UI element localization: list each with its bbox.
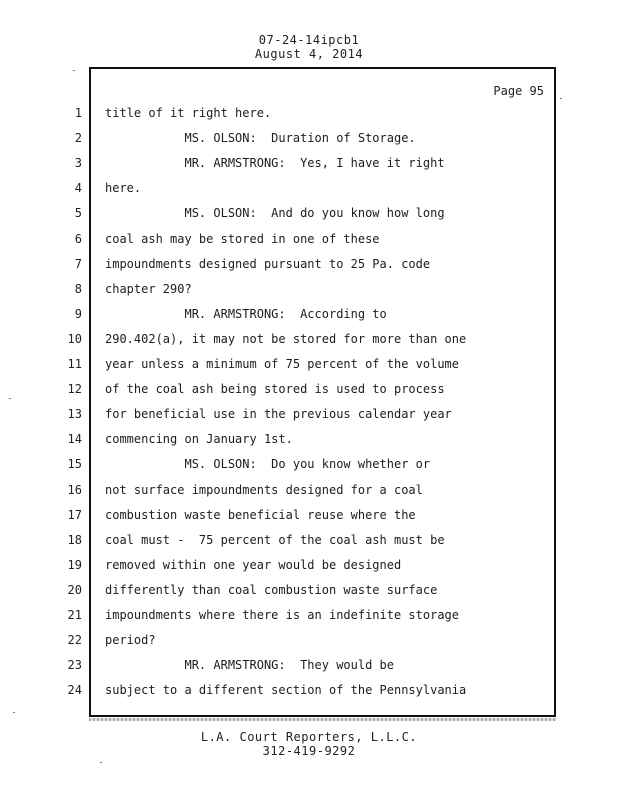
page-number: Page 95 xyxy=(493,84,544,98)
transcript-line: of the coal ash being stored is used to process xyxy=(105,382,445,396)
transcript-line: subject to a different section of the Pennsylvania xyxy=(105,683,467,697)
transcript-line: coal must - 75 percent of the coal ash must be xyxy=(105,533,445,547)
line-number: 2 xyxy=(74,131,82,145)
transcript-line: for beneficial use in the previous calendar year xyxy=(105,407,452,421)
scan-speck xyxy=(560,98,562,99)
line-number: 15 xyxy=(67,457,82,471)
transcript-line: impoundments where there is an indefinite storage xyxy=(105,608,460,622)
scan-speck xyxy=(100,762,102,763)
transcript-line: chapter 290? xyxy=(105,282,192,296)
transcript-line: not surface impoundments designed for a coal xyxy=(105,483,423,497)
transcript-line: commencing on January 1st. xyxy=(105,432,293,446)
line-number: 11 xyxy=(67,357,82,371)
transcript-line: year unless a minimum of 75 percent of the volume xyxy=(105,357,460,371)
transcript-line: title of it right here. xyxy=(105,106,272,120)
scan-speck xyxy=(13,712,15,713)
line-number: 9 xyxy=(74,307,82,321)
line-number: 4 xyxy=(74,181,82,195)
scan-speck xyxy=(9,398,11,399)
transcript-line: coal ash may be stored in one of these xyxy=(105,232,380,246)
line-number: 10 xyxy=(67,332,82,346)
line-number: 17 xyxy=(67,508,82,522)
transcript-line: MS. OLSON: Do you know whether or xyxy=(105,457,431,471)
line-number: 20 xyxy=(67,583,82,597)
line-number: 14 xyxy=(67,432,82,446)
line-number: 12 xyxy=(67,382,82,396)
transcript-line: 290.402(a), it may not be stored for more than one xyxy=(105,332,467,346)
transcript-line: MR. ARMSTRONG: According to xyxy=(105,307,387,321)
transcript-line: MR. ARMSTRONG: Yes, I have it right xyxy=(105,156,445,170)
line-number: 18 xyxy=(67,533,82,547)
reporter-name: L.A. Court Reporters, L.L.C. xyxy=(200,730,418,744)
line-number: 22 xyxy=(67,633,82,647)
transcript-line: differently than coal combustion waste surface xyxy=(105,583,438,597)
transcript-line: MS. OLSON: Duration of Storage. xyxy=(105,131,416,145)
scan-speck xyxy=(73,70,75,71)
line-number: 5 xyxy=(74,206,82,220)
line-number: 16 xyxy=(67,483,82,497)
line-number: 19 xyxy=(67,558,82,572)
transcript-id: 07-24-14ipcb1 xyxy=(258,33,360,47)
transcript-line: combustion waste beneficial reuse where the xyxy=(105,508,416,522)
line-number: 23 xyxy=(67,658,82,672)
line-number: 21 xyxy=(67,608,82,622)
line-number: 1 xyxy=(74,106,82,120)
transcript-line: here. xyxy=(105,181,142,195)
footer-rule xyxy=(89,718,556,721)
line-number: 24 xyxy=(67,683,82,697)
line-number: 13 xyxy=(67,407,82,421)
transcript-line: impoundments designed pursuant to 25 Pa. code xyxy=(105,257,431,271)
transcript-line: MS. OLSON: And do you know how long xyxy=(105,206,445,220)
line-number: 8 xyxy=(74,282,82,296)
transcript-line: MR. ARMSTRONG: They would be xyxy=(105,658,394,672)
line-number: 3 xyxy=(74,156,82,170)
transcript-line: period? xyxy=(105,633,156,647)
line-number: 7 xyxy=(74,257,82,271)
line-number: 6 xyxy=(74,232,82,246)
transcript-date: August 4, 2014 xyxy=(254,47,364,61)
transcript-line: removed within one year would be designed xyxy=(105,558,402,572)
reporter-phone: 312-419-9292 xyxy=(262,744,356,758)
